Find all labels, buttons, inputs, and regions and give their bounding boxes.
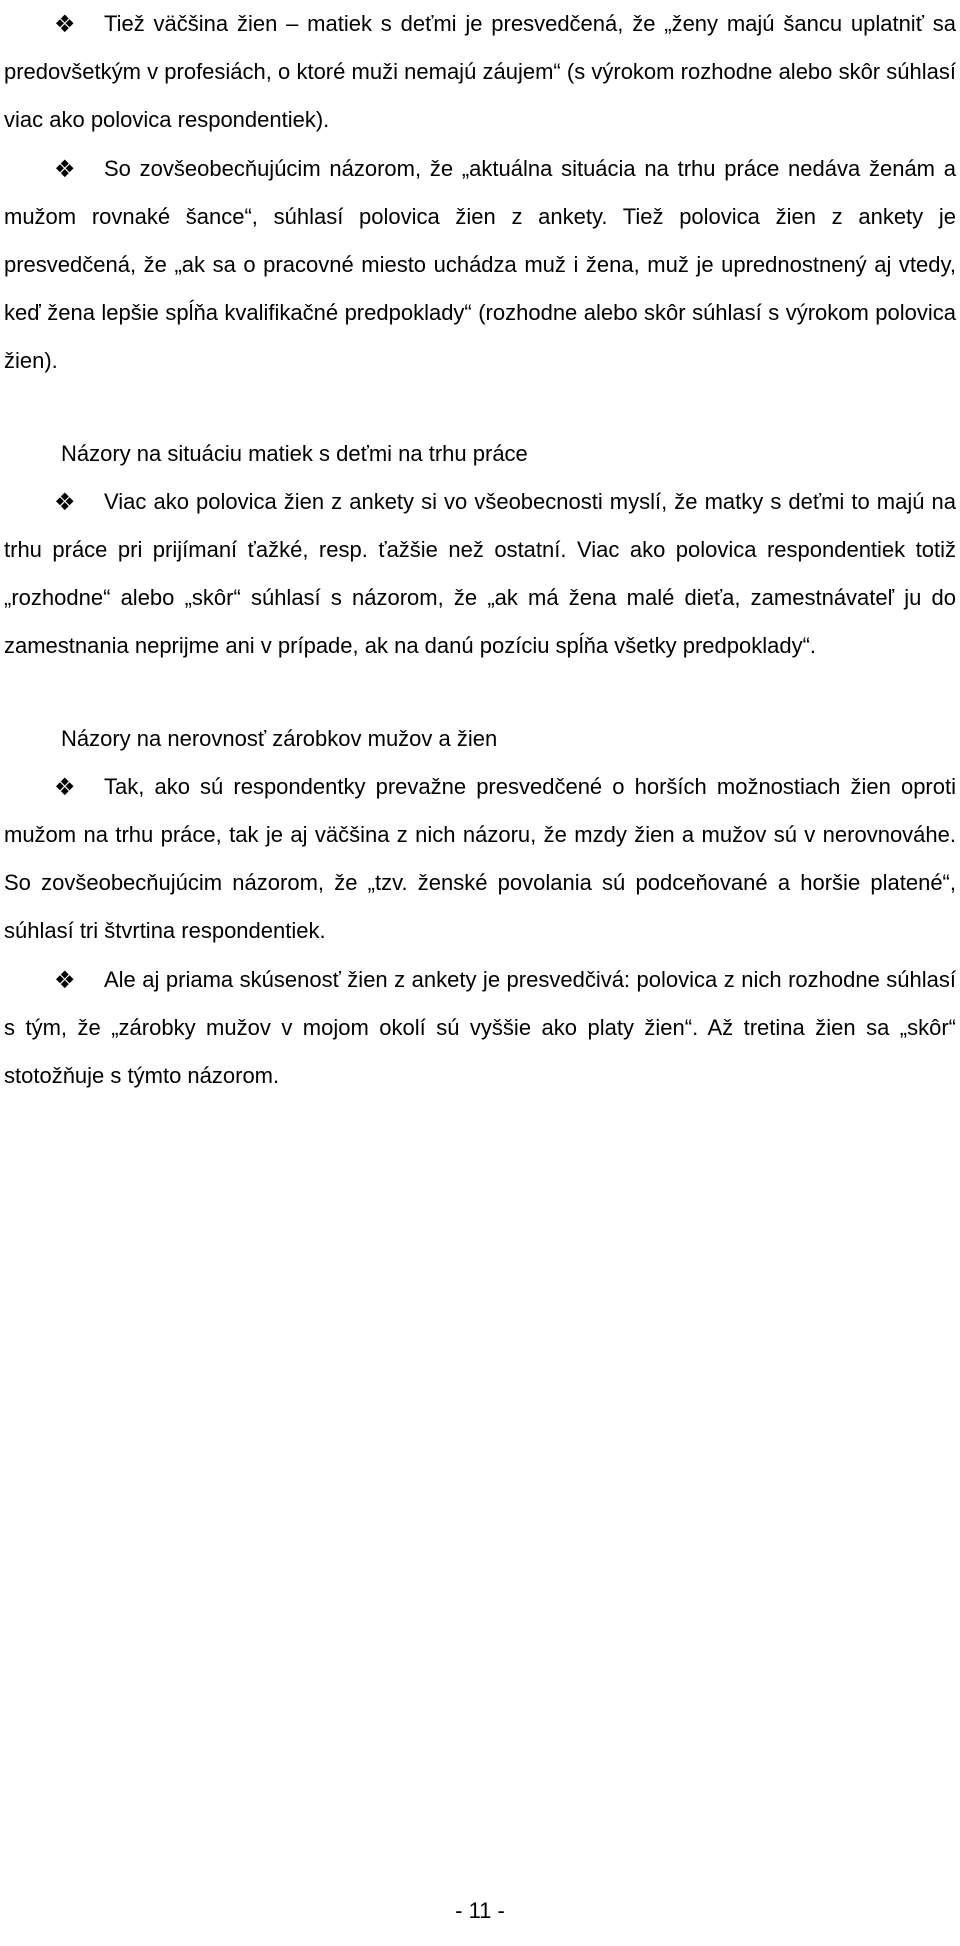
paragraph-text: So zovšeobecňujúcim názorom, že „aktuálna situácia na trhu práce nedáva ženám a mužom rovnaké šance“, súhlasí polovica žien z ankety. Tiež polovica žien z ankety je presvedčená, že „ak sa o pracovné miesto uchádza muž i žena, muž je uprednostnený aj vtedy, keď žena lepšie spĺňa kvalifikačné predpoklady“ (rozhodne alebo skôr súhlasí s výrokom polovica žien). [4, 155, 956, 374]
paragraph-text: Tak, ako sú respondentky prevažne presvedčené o horších možnostiach žien oproti mužom na trhu práce, tak je aj väčšina z nich názoru, že mzdy žien a mužov sú v nerovnováhe. So zovšeobecňujúcim názorom, že „tzv. ženské povolania sú podceňované a horšie platené“, súhlasí tri štvrtina respondentiek. [4, 773, 956, 944]
paragraph-text: Viac ako polovica žien z ankety si vo všeobecnosti myslí, že matky s deťmi to majú na trhu práce pri prijímaní ťažké, resp. ťažšie než ostatní. Viac ako polovica respondentiek totiž „rozhodne“ alebo „skôr“ súhlasí s názorom, že „ak má žena malé dieťa, zamestnávateľ ju do zamestnania neprijme ani v prípade, ak na danú pozíciu spĺňa všetky predpoklady“. [4, 488, 956, 659]
paragraph-mothers-hiring [4, 478, 956, 671]
paragraph-majority-belief [4, 0, 956, 145]
paragraph-equal-chances [4, 145, 956, 386]
diamond-bullet-icon: ❖ [54, 773, 76, 801]
paragraph-text: Tiež väčšina žien – matiek s deťmi je presvedčená, že „ženy majú šancu uplatniť sa predovšetkým v profesiách, o ktoré muži nemajú záujem“ (s výrokom rozhodne alebo skôr súhlasí viac ako polovica respondentiek). [4, 11, 956, 133]
section-heading-mothers: Názory na situáciu matiek s deťmi na trhu práce [61, 440, 528, 466]
diamond-bullet-icon: ❖ [54, 966, 76, 994]
paragraph-direct-experience [4, 956, 956, 1101]
diamond-bullet-icon: ❖ [54, 155, 76, 183]
diamond-bullet-icon: ❖ [54, 11, 76, 38]
spacer [4, 671, 956, 715]
section-heading-wages: Názory na nerovnosť zárobkov mužov a žien [61, 725, 498, 751]
paragraph-wage-imbalance [4, 763, 956, 956]
diamond-bullet-icon: ❖ [54, 488, 76, 516]
spacer [4, 386, 956, 430]
page-number: - 11 - [455, 1898, 505, 1923]
document-body [4, 0, 956, 1100]
paragraph-text: Ale aj priama skúsenosť žien z ankety je presvedčivá: polovica z nich rozhodne súhlasí s tým, že „zárobky mužov v mojom okolí sú vyššie ako platy žien“. Až tretina žien sa „skôr“ stotožňuje s týmto názorom. [4, 966, 956, 1089]
